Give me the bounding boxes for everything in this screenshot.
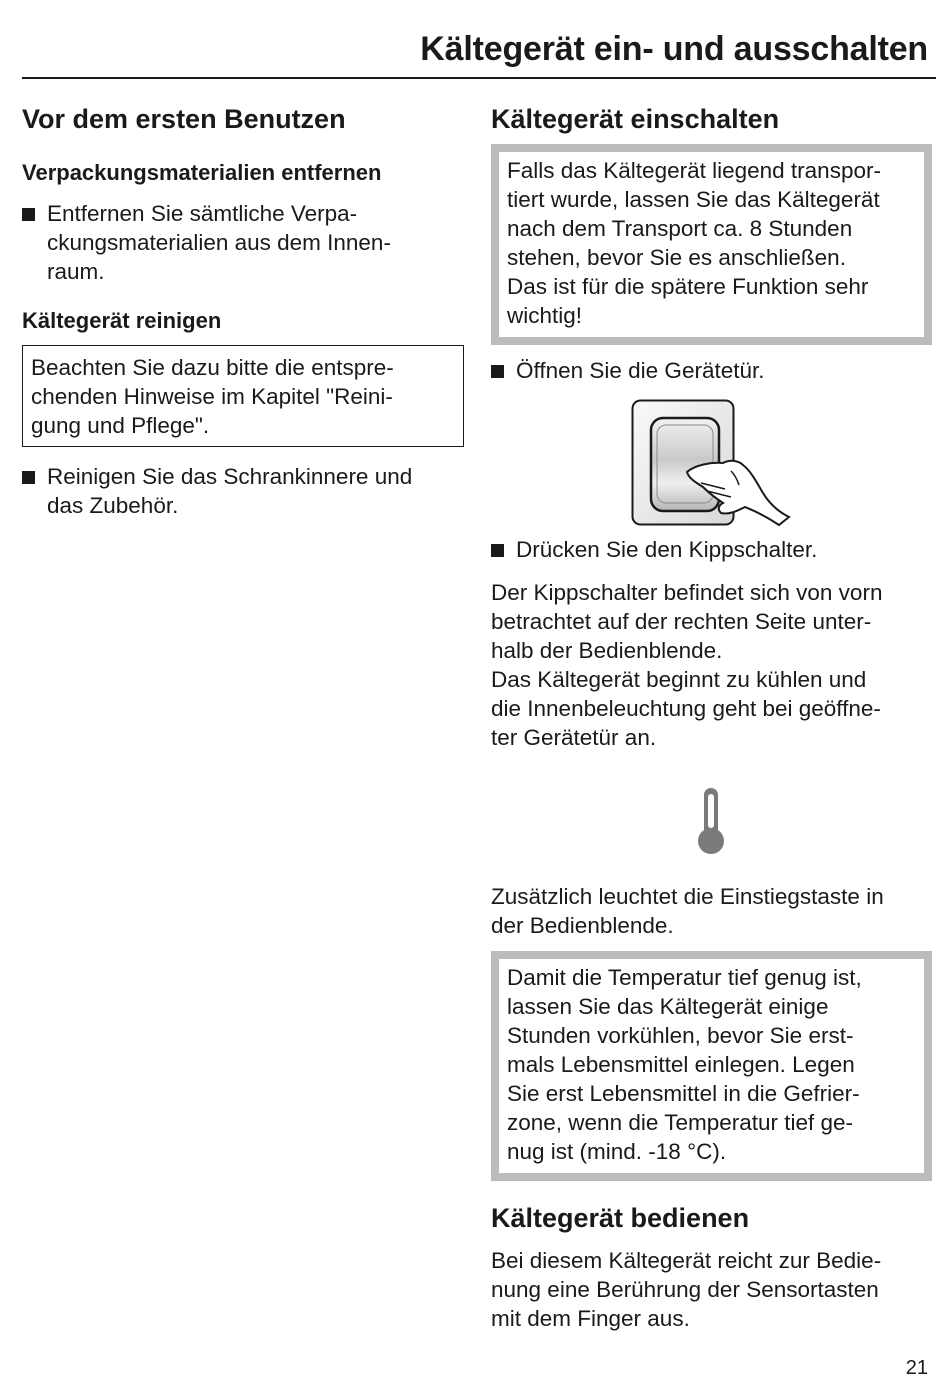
section-title-before-first-use: Vor dem ersten Benutzen bbox=[22, 104, 346, 134]
text-line: mals Lebensmittel einlegen. Legen bbox=[507, 1052, 855, 1077]
text-line: Damit die Temperatur tief genug ist, bbox=[507, 965, 862, 990]
text-line: lassen Sie das Kältegerät einige bbox=[507, 994, 829, 1019]
text-line: das Zubehör. bbox=[47, 493, 179, 518]
page-title: Kältegerät ein- und ausschalten bbox=[420, 30, 928, 68]
note-temperature-precool bbox=[491, 951, 932, 1181]
text-line: betrachtet auf der rechten Seite unter- bbox=[491, 609, 872, 634]
bullet-square-icon bbox=[491, 544, 504, 557]
note-cleaning-hints bbox=[22, 345, 464, 447]
text-line: Sie erst Lebensmittel in die Gefrier- bbox=[507, 1081, 860, 1106]
text-line: die Innenbeleuchtung geht bei geöffne- bbox=[491, 696, 881, 721]
text-line: ckungsmaterialien aus dem Innen- bbox=[47, 230, 391, 255]
text-line: nach dem Transport ca. 8 Stunden bbox=[507, 216, 853, 241]
text-line: Drücken Sie den Kippschalter. bbox=[516, 537, 818, 562]
bullet-clean-interior bbox=[22, 462, 412, 520]
text-line: gung und Pflege". bbox=[31, 413, 210, 438]
text-line: Das Kältegerät beginnt zu kühlen und bbox=[491, 667, 867, 692]
text-line: Zusätzlich leuchtet die Einstiegstaste in bbox=[491, 884, 884, 909]
text-line: Das ist für die spätere Funktion sehr bbox=[507, 274, 869, 299]
note-transport-warning bbox=[491, 144, 932, 345]
text-line: Bei diesem Kältegerät reicht zur Bedie- bbox=[491, 1248, 882, 1273]
subheading-clean-appliance: Kältegerät reinigen bbox=[22, 308, 222, 333]
page-number: 21 bbox=[905, 1357, 928, 1379]
text-line: Der Kippschalter befindet sich von vorn bbox=[491, 580, 883, 605]
thermometer-icon bbox=[696, 786, 726, 856]
text-line: raum. bbox=[47, 259, 105, 284]
text-line: ter Gerätetür an. bbox=[491, 725, 657, 750]
additional-text bbox=[491, 882, 884, 940]
operate-description bbox=[491, 1246, 881, 1333]
bullet-square-icon bbox=[491, 365, 504, 378]
text-line: Reinigen Sie das Schrankinnere und bbox=[47, 464, 413, 489]
rocker-switch-hand-icon bbox=[631, 399, 791, 527]
bullet-open-door bbox=[491, 356, 765, 385]
section-title-operate: Kältegerät bedienen bbox=[491, 1203, 750, 1233]
bullet-square-icon bbox=[22, 208, 35, 221]
title-divider bbox=[22, 77, 936, 79]
bullet-remove-packaging bbox=[22, 199, 391, 286]
switch-description bbox=[491, 578, 882, 752]
text-line: mit dem Finger aus. bbox=[491, 1306, 690, 1331]
text-line: chenden Hinweise im Kapitel "Reini- bbox=[31, 384, 393, 409]
text-line: der Bedienblende. bbox=[491, 913, 674, 938]
section-title-switch-on: Kältegerät einschalten bbox=[491, 104, 780, 134]
text-line: Stunden vorkühlen, bevor Sie erst- bbox=[507, 1023, 854, 1048]
text-line: nung eine Berührung der Sensortasten bbox=[491, 1277, 879, 1302]
bullet-square-icon bbox=[22, 471, 35, 484]
text-line: zone, wenn die Temperatur tief ge- bbox=[507, 1110, 854, 1135]
bullet-press-switch bbox=[491, 535, 817, 564]
text-line: stehen, bevor Sie es anschließen. bbox=[507, 245, 846, 270]
text-line: Öffnen Sie die Gerätetür. bbox=[516, 358, 765, 383]
text-line: wichtig! bbox=[507, 303, 583, 328]
text-line: Falls das Kältegerät liegend transpor- bbox=[507, 158, 881, 183]
subheading-remove-packaging: Verpackungsmaterialien entfernen bbox=[22, 160, 382, 185]
text-line: nug ist (mind. -18 °C). bbox=[507, 1139, 727, 1164]
text-line: halb der Bedienblende. bbox=[491, 638, 723, 663]
text-line: tiert wurde, lassen Sie das Kältegerät bbox=[507, 187, 880, 212]
text-line: Entfernen Sie sämtliche Verpa- bbox=[47, 201, 358, 226]
text-line: Beachten Sie dazu bitte die entspre- bbox=[31, 355, 394, 380]
